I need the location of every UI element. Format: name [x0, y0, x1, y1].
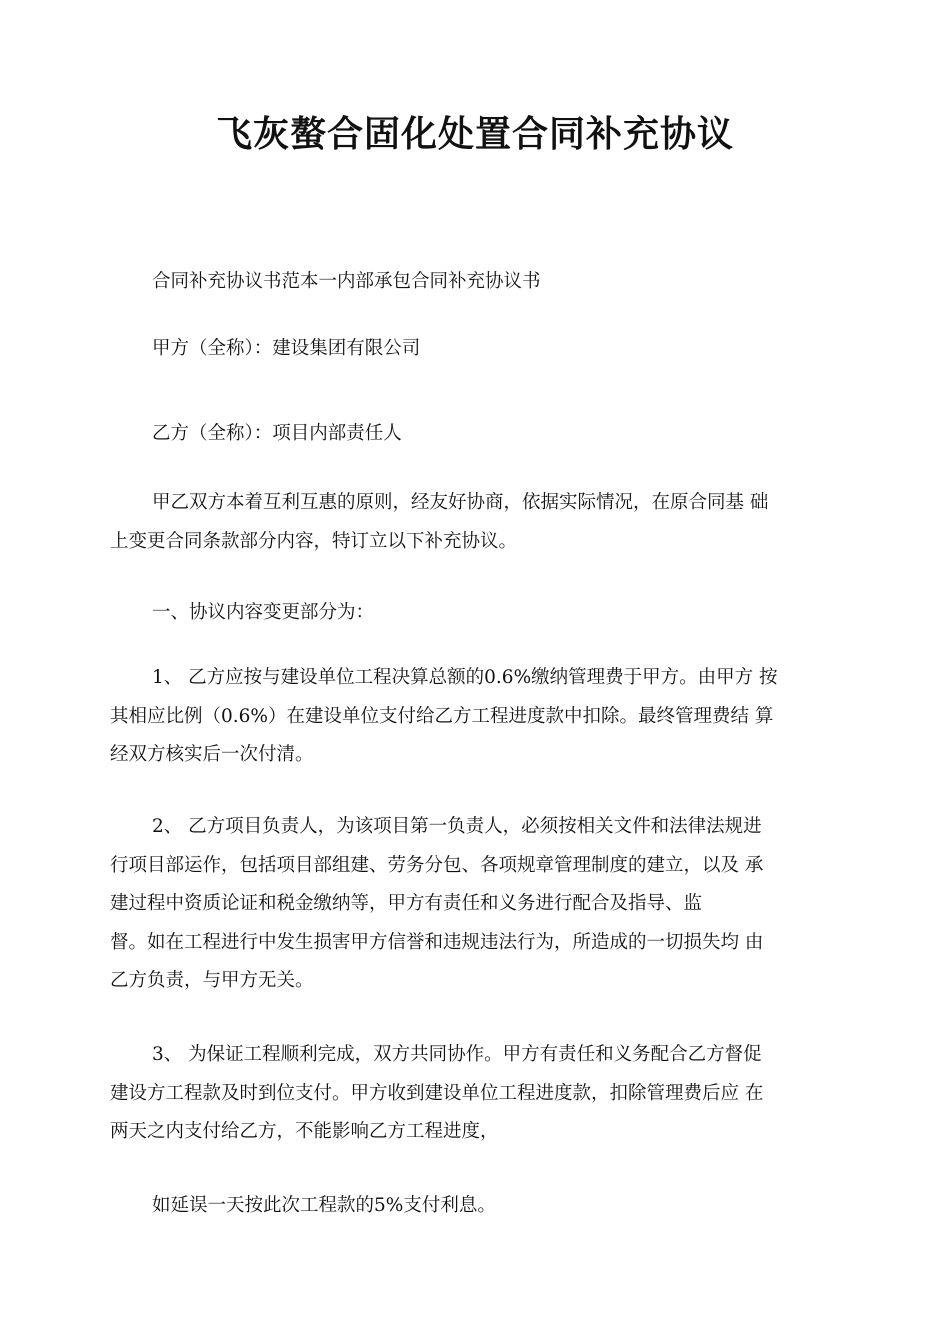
clause-1-line-2: 其相应比例（0.6%）在建设单位支付给乙方工程进度款中扣除。最终管理费结 算	[110, 705, 774, 727]
clause-2-line-2: 行项目部运作，包括项目部组建、劳务分包、各项规章管理制度的建立，以及 承	[110, 854, 764, 876]
clause-2-paragraph	[110, 808, 838, 1001]
clause-3-note-line: 如延误一天按此次工程款的5%支付利息。	[152, 1195, 496, 1216]
party-a-line: 甲方（全称）：建设集团有限公司	[152, 338, 421, 359]
subtitle-line: 合同补充协议书范本一内部承包合同补充协议书	[152, 271, 541, 292]
party-b-line: 乙方（全称）：项目内部责任人	[152, 423, 402, 444]
intro-line-1: 甲乙双方本着互利互惠的原则，经友好协商，依据实际情况，在原合同基 础	[152, 492, 769, 513]
clause-2-line-5: 乙方负责，与甲方无关。	[110, 970, 314, 991]
clause-3-paragraph	[110, 1036, 838, 1152]
clause-1-line-1: 1、 乙方应按与建设单位工程决算总额的0.6%缴纳管理费于甲方。由甲方 按	[152, 667, 778, 688]
clause-3-line-3: 两天之内支付给乙方，不能影响乙方工程进度，	[110, 1121, 499, 1142]
clause-3-note-paragraph	[110, 1187, 838, 1226]
intro-line-2: 上变更合同条款部分内容，特订立以下补充协议。	[110, 530, 518, 552]
section-1-heading	[110, 594, 838, 633]
section-1-heading-line: 一、协议内容变更部分为：	[152, 602, 375, 623]
clause-1-line-3: 经双方核实后一次付清。	[110, 744, 314, 765]
party-a-paragraph	[110, 330, 838, 369]
clause-3-line-1: 3、 为保证工程顺利完成，双方共同协作。甲方有责任和义务配合乙方督促	[152, 1044, 762, 1065]
party-b-paragraph	[110, 415, 838, 454]
intro-paragraph	[110, 484, 838, 561]
clause-1-paragraph	[110, 659, 838, 775]
clause-2-line-4: 督。如在工程进行中发生损害甲方信誉和违规违法行为，所造成的一切损失均 由	[110, 931, 764, 953]
subtitle-paragraph	[110, 263, 838, 302]
clause-3-line-2: 建设方工程款及时到位支付。甲方收到建设单位工程进度款，扣除管理费后应 在	[110, 1082, 764, 1104]
clause-2-line-1: 2、 乙方项目负责人，为该项目第一负责人，必须按相关文件和法律法规进	[152, 816, 762, 837]
clause-2-line-3: 建过程中资质论证和税金缴纳等，甲方有责任和义务进行配合及指导、监	[110, 893, 703, 914]
document-title: 飞灰螯合固化处置合同补充协议	[215, 114, 734, 155]
